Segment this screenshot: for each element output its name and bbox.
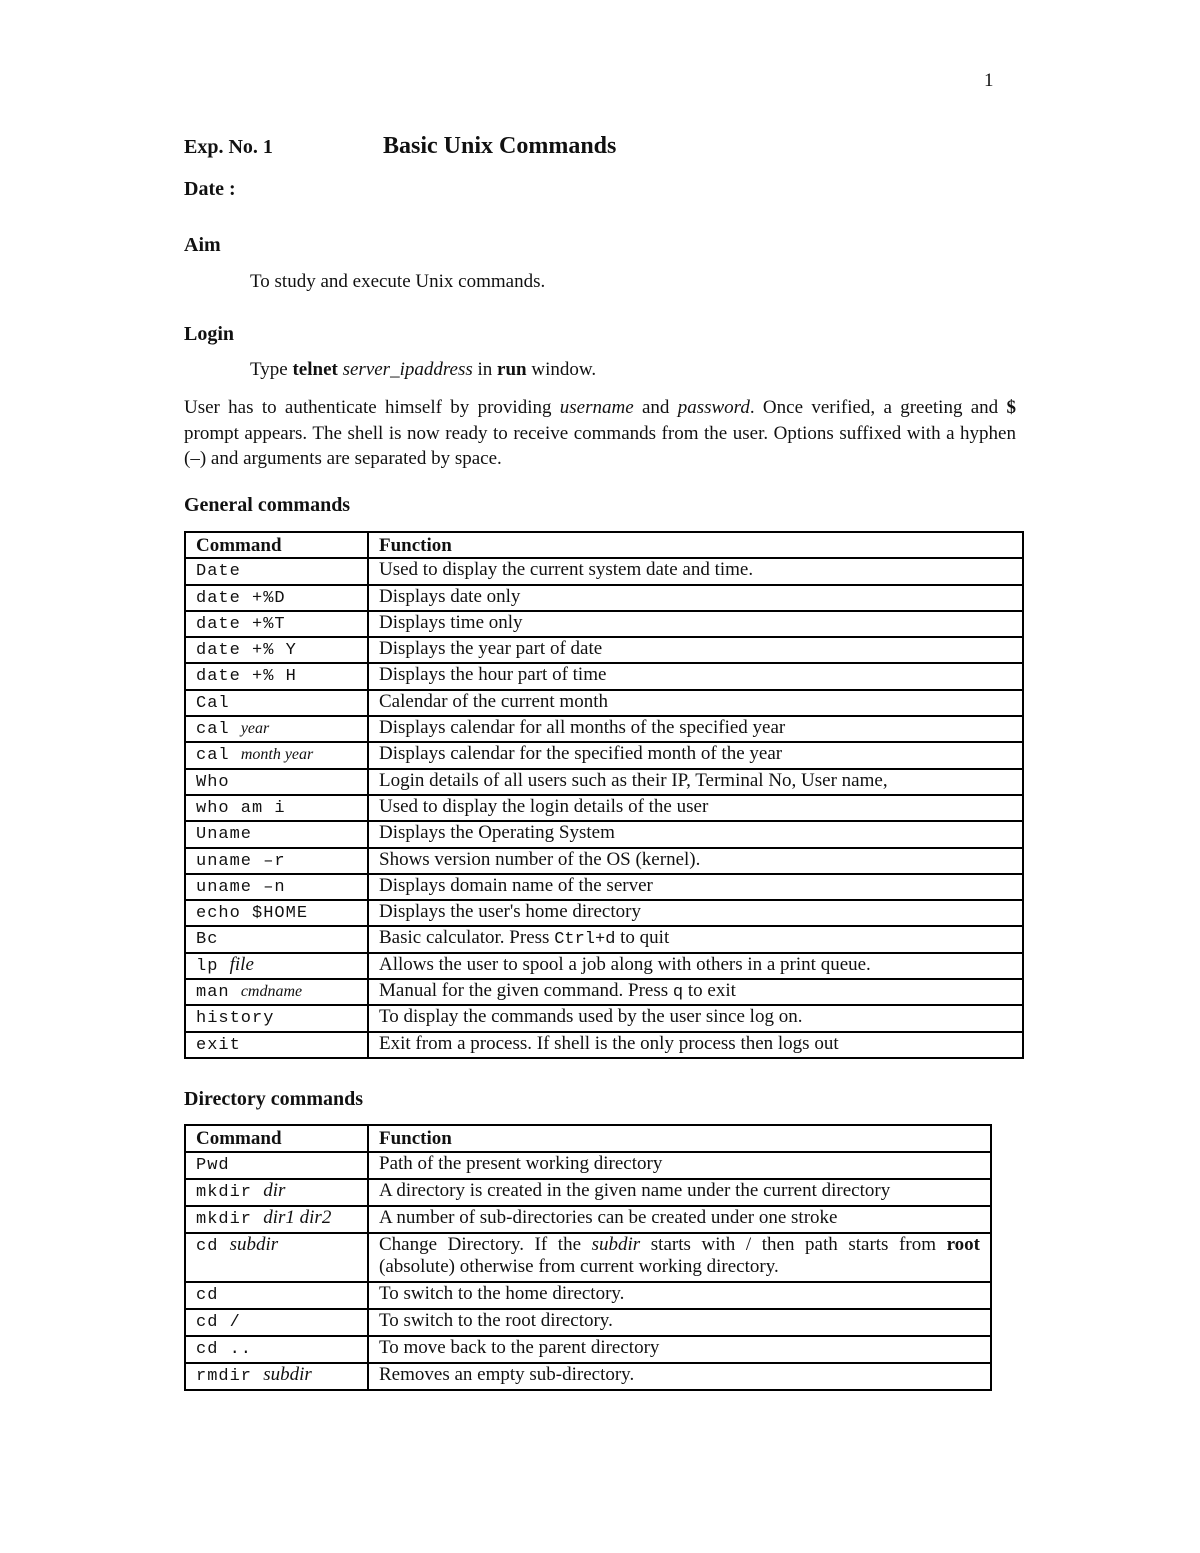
function-cell: Displays domain name of the server [368,874,1023,900]
command-cell [185,795,368,821]
directory-col-command: Command [185,1125,368,1152]
table-row [185,795,1023,821]
function-cell: Exit from a process. If shell is the only process then logs out [368,1032,1023,1058]
table-row [185,1233,991,1282]
command-name: cd [196,1286,219,1305]
function-cell: Displays the Operating System [368,821,1023,847]
table-row [185,1179,991,1206]
table-row [185,742,1023,768]
function-cell: Shows version number of the OS (kernel). [368,848,1023,874]
command-name: Bc [196,930,219,950]
login-heading: Login [184,323,235,345]
function-cell: Displays the hour part of time [368,663,1023,689]
command-argument: cmdname [240,983,303,1001]
function-cell: Displays calendar for the specified month of the year [368,742,1023,768]
command-name: date +%D [196,588,286,608]
table-row [185,716,1023,742]
command-name: cal [196,746,241,766]
login-para-1: User has to authenticate himself by providing [184,397,560,418]
command-cell [185,926,368,952]
function-cell: Displays time only [368,611,1023,637]
function-cell [368,1233,991,1282]
login-instruction [250,359,596,381]
command-cell [185,716,368,742]
general-col-command: Command [185,532,368,558]
command-name: uname –n [196,877,286,897]
command-name: who am i [196,798,286,818]
table-row [185,1005,1023,1031]
root-term: root [946,1234,980,1255]
command-cell [185,1032,368,1058]
login-para-2: and [633,397,678,418]
function-text-end: to quit [615,927,670,949]
general-col-function: Function [368,532,1023,558]
login-prefix: Type [250,359,293,380]
table-row [185,979,1023,1005]
command-cell [185,1005,368,1031]
command-cell [185,742,368,768]
login-para-4: prompt appears. The shell is now ready to receive commands from the user. Options suffixed with a hyphen (–) and arguments are separated by space. [184,422,1016,469]
experiment-number: Exp. No. 1 [184,136,273,158]
telnet-command: telnet [292,359,338,380]
function-cell [368,926,1023,952]
table-row [185,637,1023,663]
command-name: date +% H [196,667,297,687]
function-cell: Removes an empty sub-directory. [368,1363,991,1390]
table-row [185,953,1023,979]
command-name: lp [196,956,230,976]
server-ip-arg: server_ipaddress [342,359,473,380]
command-name: echo $HOME [196,904,309,924]
command-name: uname –r [196,851,286,871]
command-argument: file [229,953,254,975]
command-cell [185,874,368,900]
aim-heading: Aim [184,234,221,256]
table-row [185,558,1023,584]
command-cell [185,953,368,979]
command-name: cd / [196,1313,241,1332]
table-row [185,821,1023,847]
password-term: password [677,397,750,418]
command-name: exit [196,1035,241,1055]
general-commands-table [184,531,1024,1059]
key-hint: Ctrl+d [554,930,616,950]
table-row [185,585,1023,611]
command-cell [185,769,368,795]
function-text: Manual for the given command. Press [379,980,673,1002]
command-cell [185,611,368,637]
function-cell: Allows the user to spool a job along with others in a print queue. [368,953,1023,979]
table-row [185,663,1023,689]
username-term: username [559,397,634,418]
command-name: date +% Y [196,641,297,661]
table-row [185,874,1023,900]
directory-commands-table [184,1124,992,1391]
command-cell [185,1179,368,1206]
general-commands-heading: General commands [184,494,351,516]
function-text-2: starts with [640,1234,746,1255]
function-text-end: to exit [683,980,736,1002]
directory-col-function: Function [368,1125,991,1152]
command-name: Uname [196,825,253,845]
command-name: mkdir [196,1183,264,1202]
page-number: 1 [984,70,994,91]
command-cell [185,1152,368,1179]
command-argument: dir1 dir2 [263,1207,332,1228]
login-description [184,395,1016,472]
function-cell: Displays calendar for all months of the specified year [368,716,1023,742]
function-cell: To switch to the home directory. [368,1282,991,1309]
command-name: cd [196,1237,230,1256]
command-name: Cal [196,693,230,713]
function-cell: Used to display the login details of the user [368,795,1023,821]
command-name: man [196,983,241,1003]
command-cell [185,663,368,689]
command-name: cd .. [196,1340,253,1359]
command-argument: subdir [263,1364,312,1385]
command-argument: subdir [229,1234,279,1255]
function-cell: Calendar of the current month [368,690,1023,716]
key-hint: q [672,983,684,1003]
function-text-3: then path starts from [751,1234,947,1255]
command-cell [185,1363,368,1390]
command-argument: dir [263,1180,286,1201]
function-cell: Used to display the current system date and time. [368,558,1023,584]
table-row [185,1309,991,1336]
table-row [185,1336,991,1363]
command-name: mkdir [196,1210,264,1229]
command-cell [185,1233,368,1282]
function-cell: Path of the present working directory [368,1152,991,1179]
command-cell [185,900,368,926]
table-row [185,611,1023,637]
command-cell [185,585,368,611]
command-cell [185,637,368,663]
table-row [185,1152,991,1179]
command-argument: month year [240,746,314,764]
command-cell [185,1336,368,1363]
date-label: Date : [184,178,236,200]
login-mid: in [472,359,498,380]
command-name: Date [196,562,241,582]
table-row [185,1032,1023,1058]
function-cell: Login details of all users such as their IP, Terminal No, User name, [368,769,1023,795]
command-name: date +%T [196,614,286,634]
table-row [185,900,1023,926]
page-title: Basic Unix Commands [383,133,617,159]
function-cell: A number of sub-directories can be created under one stroke [368,1206,991,1233]
table-row [185,848,1023,874]
command-cell [185,1309,368,1336]
function-cell: Displays the year part of date [368,637,1023,663]
command-cell [185,821,368,847]
command-name: rmdir [196,1367,264,1386]
command-name: Pwd [196,1156,230,1175]
function-text-4: (absolute) otherwise from current working directory. [379,1256,779,1277]
function-cell: Displays date only [368,585,1023,611]
function-cell: To move back to the parent directory [368,1336,991,1363]
run-keyword: run [497,359,527,380]
table-row [185,769,1023,795]
function-text: Change Directory. If the [379,1234,592,1255]
login-suffix: window. [526,359,597,380]
aim-text: To study and execute Unix commands. [250,271,546,292]
function-cell: To display the commands used by the user since log on. [368,1005,1023,1031]
command-cell [185,1206,368,1233]
command-argument: year [240,720,270,738]
command-cell [185,690,368,716]
table-row [185,926,1023,952]
table-row [185,1282,991,1309]
command-cell [185,558,368,584]
dollar-prompt: $ [1006,397,1016,418]
function-cell: Displays the user's home directory [368,900,1023,926]
function-cell [368,979,1023,1005]
command-name: cal [196,720,241,740]
function-text: Basic calculator. Press [379,927,555,949]
command-name: history [196,1009,275,1029]
slash-symbol: / [745,1234,752,1255]
function-cell: A directory is created in the given name under the current directory [368,1179,991,1206]
subdir-term: subdir [591,1234,641,1255]
command-cell [185,979,368,1005]
command-name: Who [196,772,230,792]
command-cell [185,848,368,874]
command-cell [185,1282,368,1309]
function-cell: To switch to the root directory. [368,1309,991,1336]
table-row [185,1363,991,1390]
table-row [185,690,1023,716]
login-para-3: . Once verified, a greeting and [749,397,1007,418]
directory-commands-heading: Directory commands [184,1088,364,1110]
table-row [185,1206,991,1233]
